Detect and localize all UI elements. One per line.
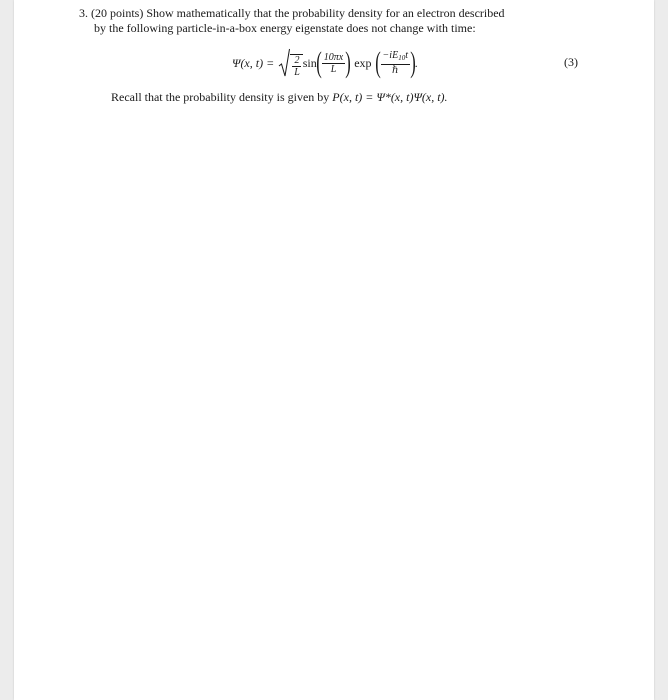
equation-number: (3) xyxy=(564,55,578,69)
problem-text-line-1: (20 points) Show mathematically that the probability density for an electron described xyxy=(91,6,505,20)
equation-lhs: Ψ(x, t) = xyxy=(232,55,275,70)
sin-argument-fraction xyxy=(322,52,345,75)
problem-text-line-2: by the following particle-in-a-box energy eigenstate does not change with time: xyxy=(94,21,476,35)
exp-numerator: $-iE_{10}t$ xyxy=(381,50,410,65)
left-paren-1: ( xyxy=(316,46,322,79)
problem-line-1 xyxy=(79,6,579,21)
sqrt-denominator: L xyxy=(294,67,300,78)
sin-denominator: L xyxy=(330,63,337,75)
sqrt-term xyxy=(278,48,303,78)
exp-denominator: ℏ xyxy=(392,65,399,76)
problem-number: 3. xyxy=(79,6,88,20)
recall-text: Recall that the probability density is given by xyxy=(111,90,333,104)
left-paren-2: ( xyxy=(374,46,381,79)
sin-numerator: 10πx xyxy=(323,51,344,63)
recall-statement xyxy=(111,90,448,105)
wavefunction-equation xyxy=(232,44,418,82)
sqrt-sign-icon xyxy=(278,48,290,78)
problem-statement xyxy=(79,6,579,36)
right-paren-2: ) xyxy=(410,46,416,79)
exp-argument-fraction xyxy=(381,50,410,76)
exp-function: exp xyxy=(354,55,372,70)
sqrt-fraction xyxy=(292,55,302,78)
sqrt-numerator: 2 xyxy=(294,55,300,66)
equation-period: . xyxy=(414,55,418,70)
right-paren-1: ) xyxy=(345,46,351,79)
sin-function: sin xyxy=(302,55,317,70)
probability-density-formula: P(x, t) = Ψ*(x, t)Ψ(x, t). xyxy=(332,90,448,104)
document-page xyxy=(14,0,654,700)
